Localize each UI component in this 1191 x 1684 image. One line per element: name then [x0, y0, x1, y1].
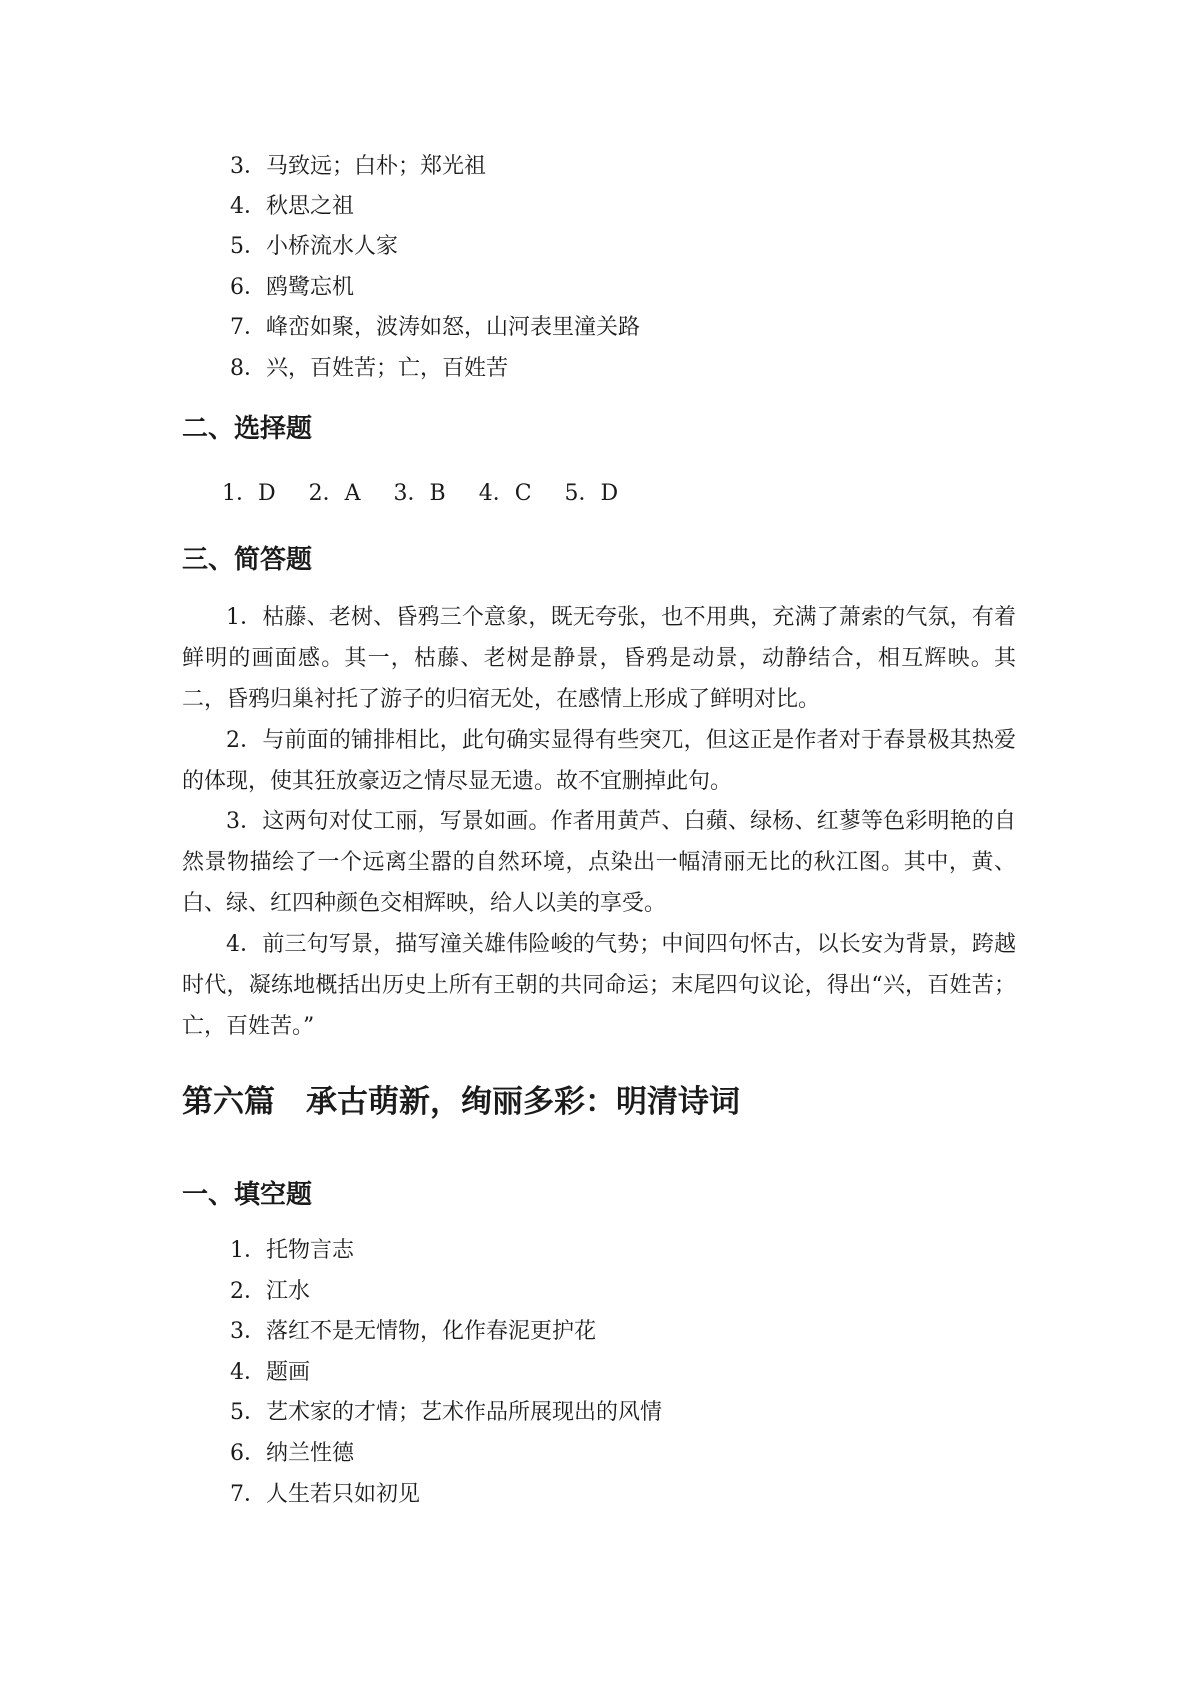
item-text: 马致远；白朴；郑光祖 — [266, 154, 487, 179]
list-item — [230, 1236, 354, 1266]
item-number: 8． — [230, 356, 266, 381]
choice-answers — [222, 479, 644, 509]
list-item — [230, 192, 354, 222]
list-item — [230, 232, 398, 262]
item-text: 纳兰性德 — [266, 1441, 355, 1466]
section-heading-fill: 一、填空题 — [182, 1180, 313, 1210]
choice-answer: 4．C — [478, 481, 532, 506]
item-text: 秋思之祖 — [266, 194, 355, 219]
section-heading-choice: 二、选择题 — [182, 414, 313, 444]
answer-paragraph: 3．这两句对仗工丽，写景如画。作者用黄芦、白蘋、绿杨、红蓼等色彩明艳的自然景物描绘了一个远离尘嚣的自然环境，点染出一幅清丽无比的秋江图。其中，黄、白、绿、红四种颜色交相辉映，给人以美的享受。 — [182, 809, 1016, 916]
item-number: 7． — [230, 315, 266, 340]
choice-answer: 5．D — [564, 481, 619, 506]
list-item — [230, 1480, 420, 1510]
list-item — [230, 152, 486, 182]
answer-paragraph: 4．前三句写景，描写潼关雄伟险峻的气势；中间四句怀古，以长安为背景，跨越时代，凝练地概括出历史上所有王朝的共同命运；末尾四句议论，得出“兴，百姓苦；亡，百姓苦。” — [182, 932, 1016, 1039]
item-number: 4． — [230, 1360, 266, 1385]
answer-paragraph: 1．枯藤、老树、昏鸦三个意象，既无夸张，也不用典，充满了萧索的气氛，有着鲜明的画面感。其一，枯藤、老树是静景，昏鸦是动景，动静结合，相互辉映。其二，昏鸦归巢衬托了游子的归宿无处，在感情上形成了鲜明对比。 — [182, 605, 1016, 712]
item-text: 人生若只如初见 — [266, 1482, 421, 1507]
item-text: 峰峦如聚，波涛如怒，山河表里潼关路 — [266, 315, 641, 340]
item-number: 6． — [230, 275, 266, 300]
item-number: 5． — [230, 1400, 266, 1425]
list-item — [230, 1358, 310, 1388]
item-text: 落红不是无情物，化作春泥更护花 — [266, 1319, 597, 1344]
item-number: 2． — [230, 1279, 266, 1304]
item-text: 鸥鹭忘机 — [266, 275, 355, 300]
item-number: 4． — [230, 194, 266, 219]
item-text: 艺术家的才情；艺术作品所展现出的风情 — [266, 1400, 663, 1425]
item-text: 江水 — [266, 1279, 311, 1304]
item-number: 5． — [230, 234, 266, 259]
list-item — [230, 1277, 310, 1307]
choice-answer: 1．D — [222, 481, 276, 506]
choice-answer: 2．A — [308, 481, 361, 506]
list-item — [230, 1317, 596, 1347]
item-number: 1． — [230, 1238, 266, 1263]
section-heading-short: 三、简答题 — [182, 545, 313, 575]
item-number: 6． — [230, 1441, 266, 1466]
list-item — [230, 1398, 662, 1428]
list-item — [230, 313, 640, 343]
item-text: 兴，百姓苦；亡，百姓苦 — [266, 356, 509, 381]
item-number: 3． — [230, 154, 266, 179]
list-item — [230, 354, 508, 384]
chapter-title: 第六篇 承古萌新，绚丽多彩：明清诗词 — [182, 1084, 740, 1120]
list-item — [230, 1439, 354, 1469]
choice-answer: 3．B — [393, 481, 446, 506]
answer-paragraph: 2．与前面的铺排相比，此句确实显得有些突兀，但这正是作者对于春景极其热爱的体现，使其狂放豪迈之情尽显无遗。故不宜删掉此句。 — [182, 728, 1016, 794]
item-text: 小桥流水人家 — [266, 234, 399, 259]
item-text: 托物言志 — [266, 1238, 355, 1263]
item-text: 题画 — [266, 1360, 311, 1385]
list-item — [230, 273, 354, 303]
item-number: 3． — [230, 1319, 266, 1344]
item-number: 7． — [230, 1482, 266, 1507]
